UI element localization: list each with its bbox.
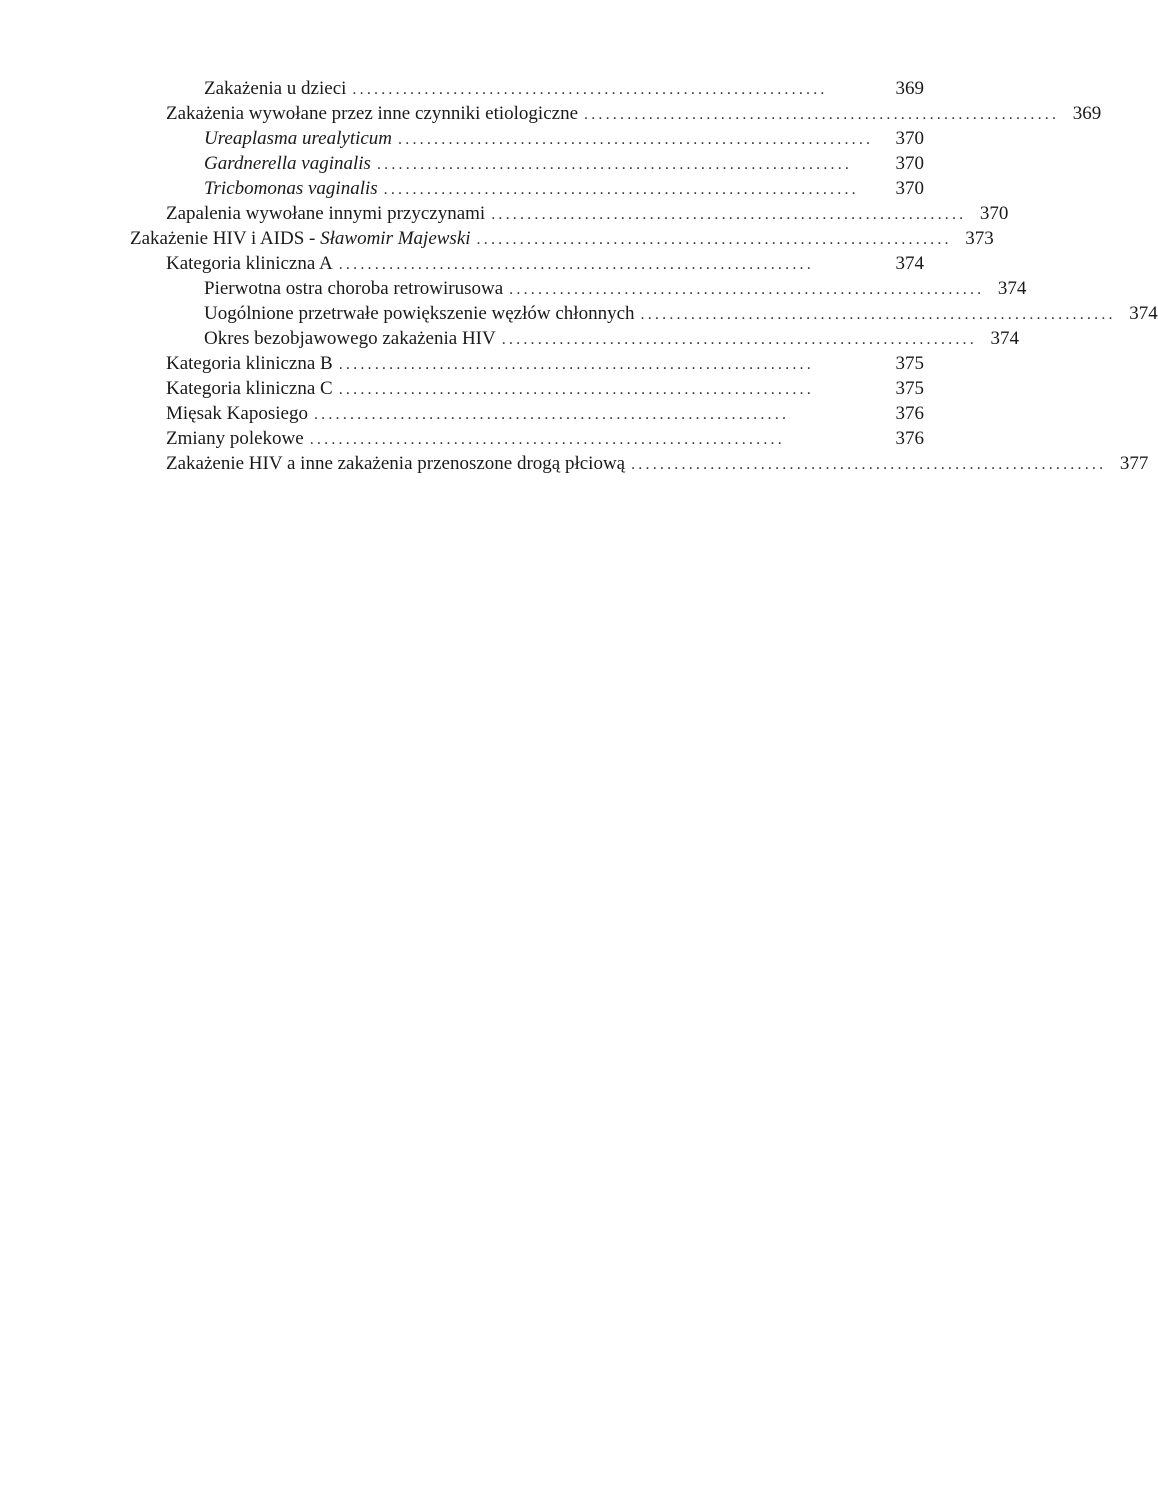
dot-leader: .................................................................. [313, 406, 790, 423]
toc-entry-title: Zakażenia u dzieci [204, 78, 347, 99]
toc-entry-title: Okres bezobjawowego zakażenia HIV [204, 328, 496, 349]
toc-entry-page: 376 [895, 428, 924, 449]
toc-entry [0, 76, 960, 101]
dot-leader: .................................................................. [338, 356, 814, 373]
toc-entry-page: 370 [895, 128, 924, 149]
dot-leader: .................................................................. [509, 281, 985, 298]
toc-entry-title: Gardnerella vaginalis [204, 153, 371, 174]
dot-leader: .................................................................. [476, 231, 952, 248]
toc-entry-title: Kategoria kliniczna C [166, 378, 333, 399]
toc-entry-page: 375 [895, 378, 924, 399]
toc-entry-page: 373 [965, 228, 994, 249]
toc-entry-page: 374 [895, 253, 924, 274]
dot-leader: .................................................................. [338, 381, 814, 398]
dot-leader: .................................................................. [398, 131, 874, 148]
toc-entry [0, 301, 1158, 326]
toc-entry-page: 377 [1119, 453, 1149, 474]
toc-entry-title: Kategoria kliniczna A [166, 253, 333, 274]
toc-entry [0, 351, 960, 376]
table-of-contents [0, 76, 1158, 476]
toc-entry-title: Tricbomonas vaginalis [204, 178, 378, 199]
toc-entry-title: Zmiany polekowe [166, 428, 304, 449]
toc-entry-page: 376 [895, 403, 924, 424]
toc-entry-title: Zapalenia wywołane innymi przyczynami [166, 203, 486, 224]
toc-entry-author: Sławomir Majewski [320, 228, 471, 249]
toc-entry-title: Zakażenia wywołane przez inne czynniki etiologiczne [166, 103, 578, 124]
toc-entry [0, 426, 960, 451]
dot-leader: .................................................................. [631, 456, 1107, 473]
toc-entry-title: Kategoria kliniczna B [166, 353, 333, 374]
toc-entry-title: Uogólnione przetrwałe powiększenie węzłów chłonnych [204, 303, 635, 324]
toc-entry [0, 401, 960, 426]
toc-entry-page: 369 [1072, 103, 1102, 124]
toc-entry-title: Zakażenie HIV i AIDS - [130, 228, 321, 249]
toc-entry-page: 375 [895, 353, 924, 374]
dot-leader: .................................................................. [501, 331, 977, 348]
toc-entry [0, 376, 960, 401]
toc-entry [0, 276, 1027, 301]
toc-entry [0, 251, 960, 276]
toc-entry-page: 370 [979, 203, 1009, 224]
toc-entry [0, 151, 960, 176]
dot-leader: .................................................................. [491, 206, 967, 223]
dot-leader: .................................................................. [309, 431, 785, 448]
toc-entry-page: 370 [895, 153, 924, 174]
dot-leader: .................................................................. [338, 256, 814, 273]
toc-entry [0, 226, 994, 251]
dot-leader: .................................................................. [584, 106, 1060, 123]
toc-entry-title: Pierwotna ostra choroba retrowirusowa [204, 278, 504, 299]
toc-entry [0, 326, 1019, 351]
toc-entry-page: 370 [895, 178, 924, 199]
toc-entry [0, 176, 960, 201]
toc-entry-title: Ureaplasma urealyticum [204, 128, 393, 149]
toc-entry-page: 374 [1129, 303, 1158, 324]
dot-leader: .................................................................. [376, 156, 853, 173]
toc-entry [0, 201, 1009, 226]
dot-leader: .................................................................. [640, 306, 1116, 323]
toc-entry [0, 101, 1102, 126]
toc-entry [0, 451, 1149, 476]
toc-entry-title: Mięsak Kaposiego [166, 403, 308, 424]
dot-leader: .................................................................. [383, 181, 859, 198]
toc-entry-page: 374 [990, 328, 1019, 349]
toc-entry [0, 126, 960, 151]
dot-leader: .................................................................. [352, 81, 828, 98]
toc-entry-page: 374 [997, 278, 1027, 299]
toc-entry-title: Zakażenie HIV a inne zakażenia przenoszone drogą płciową [166, 453, 626, 474]
toc-entry-page: 369 [895, 78, 924, 99]
